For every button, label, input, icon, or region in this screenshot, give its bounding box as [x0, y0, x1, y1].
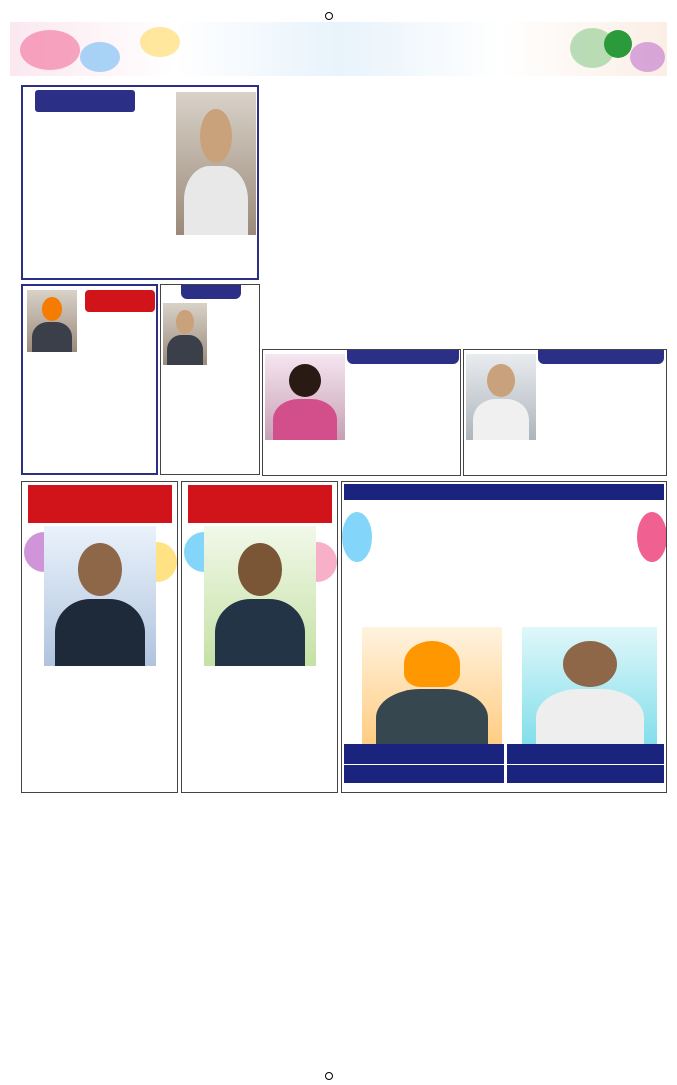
small-sandesh-text-a	[209, 303, 259, 367]
sandesh-label	[181, 285, 241, 299]
rajvinder-name	[344, 744, 504, 764]
page-header	[10, 22, 667, 76]
sanjay-sandesh-box	[463, 349, 667, 476]
rajendra-mittal-photo	[176, 92, 256, 235]
aabhar-title	[35, 90, 135, 112]
sandesh-label	[347, 350, 459, 364]
registration-mark	[325, 12, 333, 20]
registration-mark	[325, 1072, 333, 1080]
file-info-bar	[0, 0, 677, 9]
ram-singh-desc	[93, 448, 157, 474]
congress-ad	[341, 481, 667, 793]
small-sandesh-text-b	[164, 371, 258, 471]
chhotu-ad	[181, 481, 338, 793]
chhotu-photo	[204, 526, 316, 666]
sanjay-sandesh-text	[540, 367, 664, 442]
ram-singh-photo	[27, 290, 77, 352]
aabhar-box	[21, 85, 259, 280]
neeru-sandesh-box	[262, 349, 461, 476]
sandesh-label	[538, 350, 664, 364]
amandeep-photo	[44, 526, 156, 666]
robin-photo	[522, 627, 657, 747]
congress-wish	[344, 484, 664, 500]
holi-wish-banner	[28, 485, 172, 523]
amandeep-ad	[21, 481, 178, 793]
holi-wish-banner	[188, 485, 332, 523]
aabhar-text	[29, 117, 173, 237]
small-sandesh-box	[160, 284, 260, 475]
sanjay-garg-photo	[466, 354, 536, 440]
ram-singh-sandesh-box	[21, 284, 158, 475]
neeru-mittal-photo	[265, 354, 345, 440]
robin-name	[507, 744, 664, 764]
rajvinder-desc	[344, 765, 504, 783]
robin-desc	[507, 765, 664, 783]
page-number-badge	[604, 30, 632, 58]
sandesh-label	[85, 290, 155, 312]
neeru-sandesh-text	[348, 367, 458, 442]
rajvinder-photo	[362, 627, 502, 747]
vayu-mittal-photo	[163, 303, 207, 365]
ram-singh-text	[81, 316, 157, 456]
